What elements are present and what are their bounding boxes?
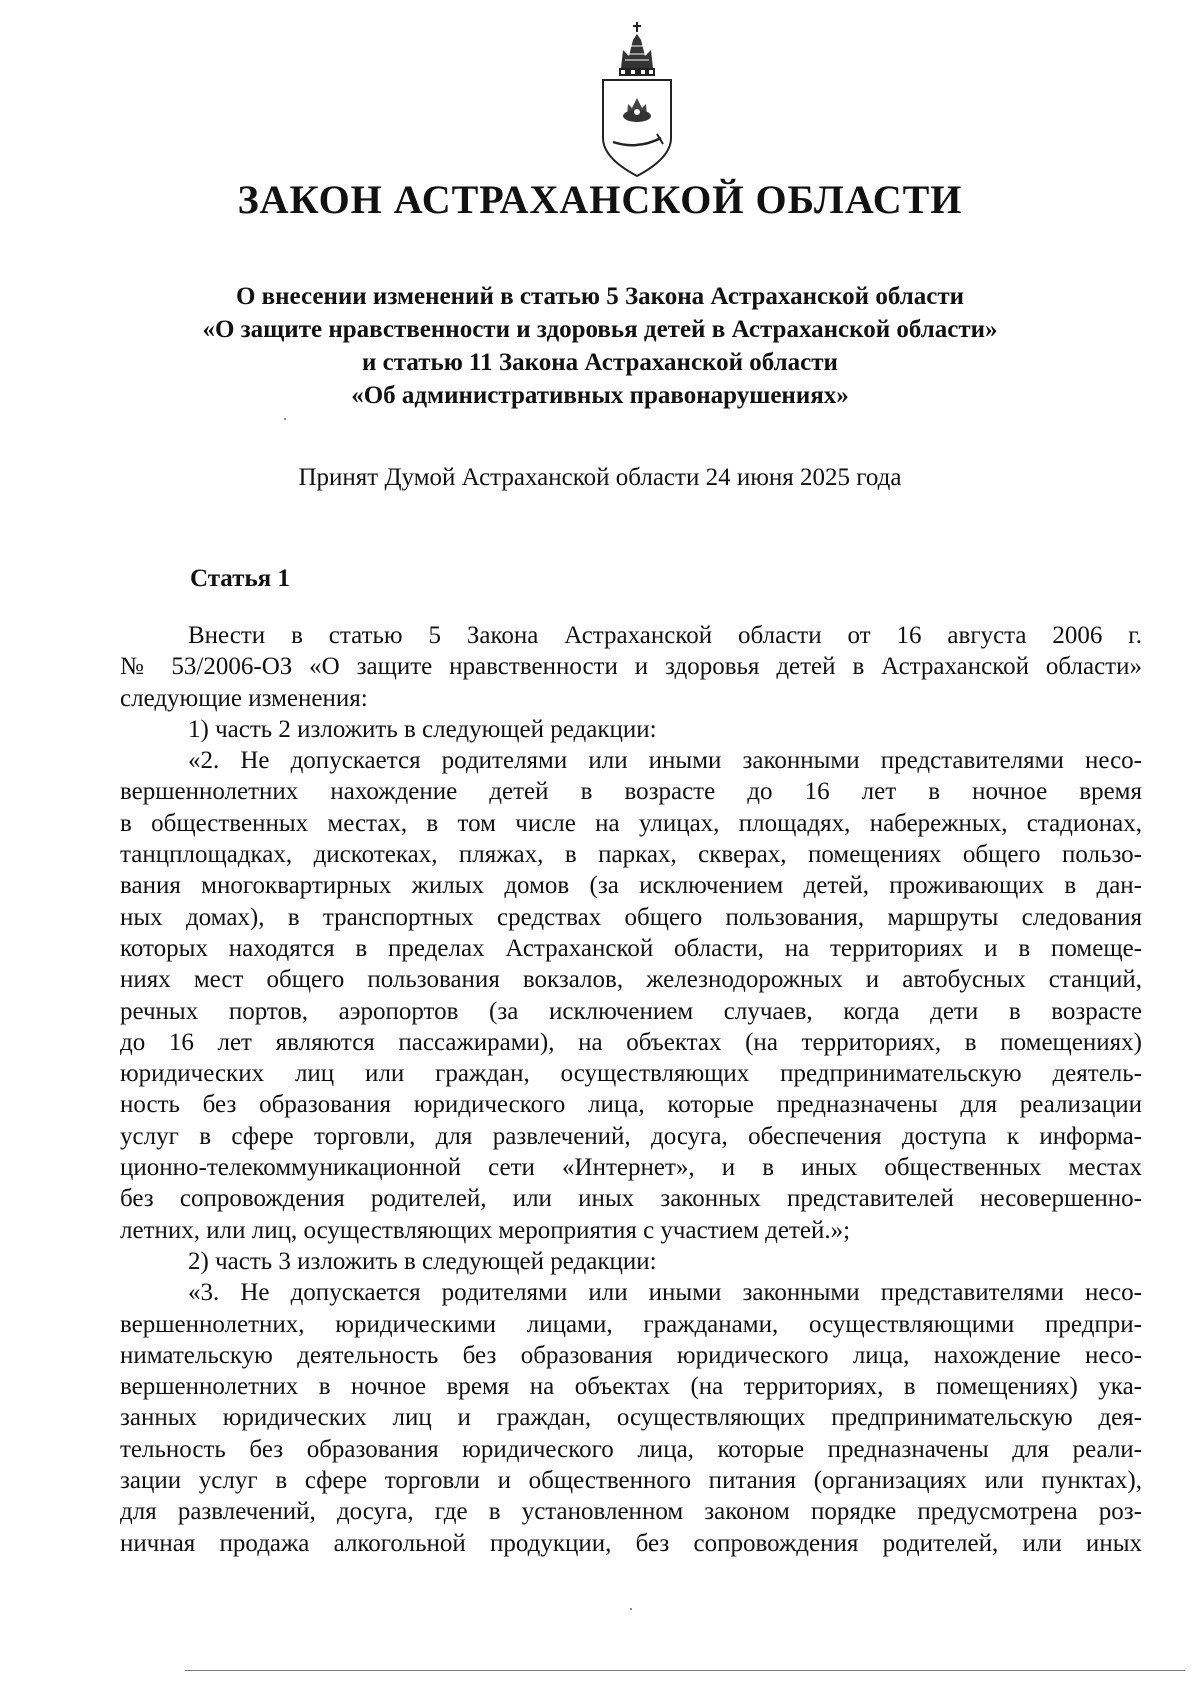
text-line: зации услуг в сфере торговли и общественного питания (организациях или пунктах), <box>120 1467 1142 1495</box>
text-line: в общественных местах, в том числе на улицах, площадях, набережных, стадионах, <box>120 809 1142 837</box>
law-title: ЗАКОН АСТРАХАНСКОЙ ОБЛАСТИ <box>237 177 963 222</box>
text-line: № 53/2006-ОЗ «О защите нравственности и здоровья детей в Астраханской области» <box>120 653 1142 681</box>
adoption-note: Принят Думой Астраханской области 24 июня 2025 года <box>298 464 902 491</box>
subtitle-line: и статью 11 Закона Астраханской области <box>362 349 838 376</box>
text-line: ных домах), в транспортных средствах общего пользования, маршруты следования <box>120 903 1142 931</box>
text-line: речных портов, аэропортов (за исключением случаев, когда дети в возрасте <box>120 997 1142 1025</box>
text-line: ничная продажа алкогольной продукции, без сопровождения родителей, или иных <box>120 1529 1142 1557</box>
text-line: которых находятся в пределах Астраханской области, на территориях и в помеще- <box>120 934 1142 962</box>
text-line: Внести в статью 5 Закона Астраханской области от 16 августа 2006 г. <box>188 622 1142 649</box>
subtitle-line: О внесении изменений в статью 5 Закона Астраханской области <box>235 283 965 310</box>
text-line: летних, или лиц, осуществляющих мероприятия с участием детей.»; <box>120 1216 851 1244</box>
text-line: вершеннолетних, юридическими лицами, гражданами, осуществляющими предпри- <box>120 1310 1142 1338</box>
text-line: «3. Не допускается родителями или иными законными представителями несо- <box>188 1279 1142 1307</box>
text-line: следующие изменения: <box>120 684 368 712</box>
text-line: нимательскую деятельность без образования юридического лица, нахождение несо- <box>120 1341 1142 1369</box>
text-line: 2) часть 3 изложить в следующей редакции: <box>188 1247 657 1275</box>
text-line: юридических лиц или граждан, осуществляющих предпринимательскую деятель- <box>120 1060 1142 1088</box>
text-line: танцплощадках, дискотеках, пляжах, в парках, скверах, помещениях общего пользо- <box>120 841 1142 869</box>
article-body <box>120 620 1142 1559</box>
text-line: ниях мест общего пользования вокзалов, железнодорожных и автобусных станций, <box>120 966 1142 994</box>
text-line: вершеннолетних нахождение детей в возрасте до 16 лет в ночное время <box>120 778 1142 806</box>
text-line: ность без образования юридического лица, которые предназначены для реализации <box>120 1091 1142 1119</box>
text-line: для развлечений, досуга, где в установленном законом порядке предусмотрена роз- <box>120 1498 1142 1526</box>
scan-speck <box>630 1608 632 1610</box>
text-line: «2. Не допускается родителями или иными законными представителями несо- <box>188 747 1142 775</box>
text-line: тельность без образования юридического лица, которые предназначены для реали- <box>120 1435 1142 1463</box>
text-line: занных юридических лиц и граждан, осуществляющих предпринимательскую дея- <box>120 1404 1142 1432</box>
subtitle-line: «Об административных правонарушениях» <box>351 382 849 409</box>
page-bottom-edge <box>185 1670 1185 1671</box>
text-line: ционно-телекоммуникационной сети «Интернет», и в иных общественных местах <box>120 1154 1142 1182</box>
text-line: услуг в сфере торговли, для развлечений, досуга, обеспечения доступа к информа- <box>120 1122 1142 1150</box>
astrakhan-coat-of-arms-icon <box>587 20 687 180</box>
text-line: до 16 лет являются пассажирами), на объектах (на территориях, в помещениях) <box>120 1028 1142 1056</box>
text-line: вершеннолетних в ночное время на объектах (на территориях, в помещениях) ука- <box>120 1373 1142 1401</box>
scan-speck <box>284 418 286 420</box>
law-subtitle <box>0 280 1200 412</box>
text-line: без сопровождения родителей, или иных законных представителей несовершенно- <box>120 1185 1142 1213</box>
text-line: 1) часть 2 изложить в следующей редакции: <box>188 715 657 743</box>
text-line: вания многоквартирных жилых домов (за исключением детей, проживающих в дан- <box>120 872 1142 900</box>
subtitle-line: «О защите нравственности и здоровья детей в Астраханской области» <box>202 316 998 343</box>
article-heading: Статья 1 <box>190 565 290 592</box>
